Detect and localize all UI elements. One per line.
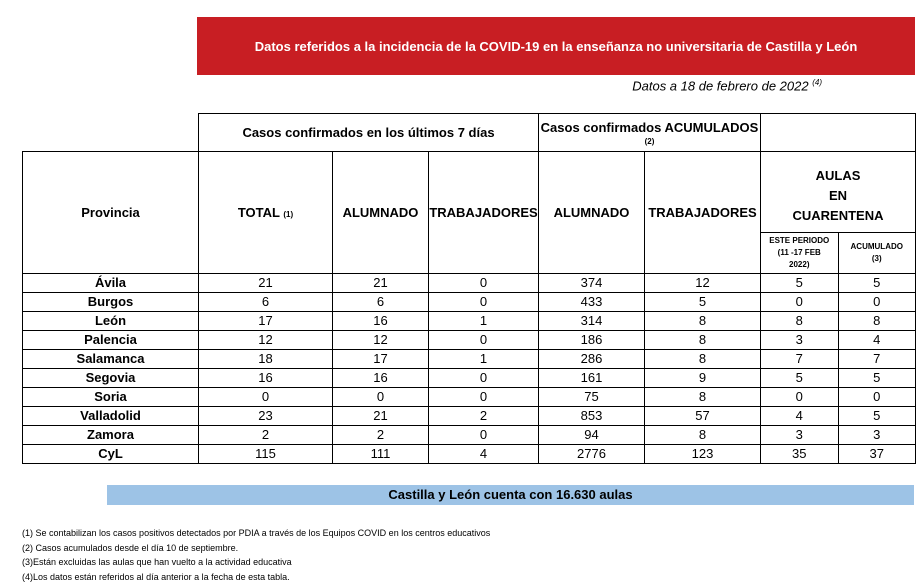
cell-provincia: León [23,312,199,331]
cell-aulas-acum: 5 [873,370,881,385]
col-trabajadores-acc: TRABAJADORES [645,152,761,274]
covid-table [22,113,916,464]
cell-trabajadores-7: 1 [429,350,539,369]
cell-aulas [761,426,916,445]
cell-trabajadores-acc: 5 [645,293,761,312]
cell-aulas-periodo: 5 [761,369,838,387]
cell-trabajadores-acc: 9 [645,369,761,388]
table-row [23,407,916,426]
cell-alumnado-acc: 94 [539,426,645,445]
aulas-title [761,166,915,226]
header-last7-label: Casos confirmados en los últimos 7 días [242,125,495,140]
cell-alumnado-acc: 433 [539,293,645,312]
cell-total: 12 [199,331,333,350]
cell-alumnado-7: 0 [333,388,429,407]
cell-alumnado-acc: 314 [539,312,645,331]
acumulado-line1: ACUMULADO [850,242,903,251]
cell-aulas-periodo: 0 [761,388,838,406]
cell-alumnado-7: 2 [333,426,429,445]
table-row [23,445,916,464]
cell-total: 0 [199,388,333,407]
periodo-line2: (11 -17 FEB [777,248,821,257]
aulas-subheader-table [761,233,915,273]
date-text: Datos a 18 de febrero de 2022 [632,78,809,94]
periodo-line3: 2022) [789,260,810,269]
aulas-subheader [761,232,915,273]
table-row [23,312,916,331]
cell-aulas [761,388,916,407]
cell-alumnado-7: 12 [333,331,429,350]
col-total-label: TOTAL [237,205,280,220]
header-row-groups [23,114,916,152]
cell-trabajadores-acc: 57 [645,407,761,426]
cell-aulas-periodo: 35 [761,445,838,463]
cell-aulas [761,293,916,312]
cell-alumnado-acc: 161 [539,369,645,388]
acumulado-line2: (3) [871,254,882,263]
col-aulas-acumulado [838,233,915,273]
col-alumnado-acc: ALUMNADO [539,152,645,274]
cell-aulas-periodo: 3 [761,331,838,349]
cell-total: 23 [199,407,333,426]
cell-trabajadores-7: 0 [429,274,539,293]
cell-provincia: Valladolid [23,407,199,426]
aulas-line3: CUARENTENA [792,208,884,223]
table-row [23,369,916,388]
footnote: (3)Están excluidas las aulas que han vuelto a la actividad educativa [22,557,292,567]
cell-alumnado-7: 21 [333,274,429,293]
cell-aulas-acum: 37 [869,446,884,461]
aulas-line1: AULAS [815,168,861,183]
cell-trabajadores-acc: 8 [645,312,761,331]
cell-total: 17 [199,312,333,331]
cell-provincia: Salamanca [23,350,199,369]
cell-alumnado-acc: 853 [539,407,645,426]
cell-trabajadores-7: 4 [429,445,539,464]
cell-alumnado-acc: 2776 [539,445,645,464]
cell-alumnado-acc: 75 [539,388,645,407]
cell-total: 16 [199,369,333,388]
header-accum [539,114,761,152]
col-alumnado-7: ALUMNADO [333,152,429,274]
cell-alumnado-7: 111 [333,445,429,464]
cell-aulas-acum: 0 [873,389,881,404]
cell-provincia: Ávila [23,274,199,293]
cell-aulas-acum: 5 [873,408,881,423]
col-aulas [761,152,916,274]
cell-alumnado-acc: 186 [539,331,645,350]
cell-provincia: CyL [23,445,199,464]
cell-trabajadores-7: 0 [429,426,539,445]
cell-trabajadores-7: 0 [429,369,539,388]
table-row [23,350,916,369]
banner-title: Datos referidos a la incidencia de la COVID-19 en la enseñanza no universitaria de Castilla y León [254,38,858,54]
cell-total: 21 [199,274,333,293]
col-total-ref: (1) [283,210,294,219]
date-ref: (4) [812,78,822,87]
cell-trabajadores-7: 0 [429,331,539,350]
cell-trabajadores-acc: 8 [645,388,761,407]
header-row-columns [23,152,916,274]
cell-aulas-acum: 8 [873,313,881,328]
summary-text: Castilla y León cuenta con 16.630 aulas [388,487,633,502]
cell-total: 6 [199,293,333,312]
aulas-line2: EN [828,188,848,203]
cell-aulas [761,407,916,426]
cell-alumnado-7: 17 [333,350,429,369]
table-row [23,274,916,293]
cell-alumnado-7: 16 [333,312,429,331]
header-aulas-blank [761,114,916,152]
table-row [23,426,916,445]
header-last7 [199,114,539,152]
cell-alumnado-7: 16 [333,369,429,388]
title-banner [197,17,915,75]
cell-trabajadores-acc: 8 [645,426,761,445]
col-provincia: Provincia [23,152,199,274]
cell-total: 18 [199,350,333,369]
cell-trabajadores-acc: 12 [645,274,761,293]
cell-alumnado-acc: 374 [539,274,645,293]
header-blank [23,114,199,152]
cell-alumnado-7: 21 [333,407,429,426]
table-row [23,331,916,350]
cell-aulas-periodo: 8 [761,312,838,330]
footnote: (4)Los datos están referidos al día anterior a la fecha de esta tabla. [22,571,290,582]
cell-trabajadores-7: 2 [429,407,539,426]
cell-provincia: Soria [23,388,199,407]
cell-trabajadores-acc: 8 [645,331,761,350]
cell-aulas [761,350,916,369]
col-trabajadores-7: TRABAJADORES [429,152,539,274]
footnote: (1) Se contabilizan los casos positivos detectados por PDIA a través de los Equipos COVID en los centros educativos [22,528,491,538]
cell-aulas-acum: 3 [873,427,881,442]
col-total [199,152,333,274]
cell-provincia: Burgos [23,293,199,312]
summary-bar [107,485,914,505]
cell-aulas [761,274,916,293]
table-row [23,293,916,312]
cell-alumnado-7: 6 [333,293,429,312]
cell-aulas-acum: 5 [873,275,881,290]
header-accum-ref: (2) [644,136,655,146]
cell-trabajadores-7: 1 [429,312,539,331]
cell-aulas-periodo: 4 [761,407,838,425]
cell-aulas [761,331,916,350]
cell-aulas-acum: 7 [873,351,881,366]
cell-provincia: Zamora [23,426,199,445]
cell-trabajadores-acc: 8 [645,350,761,369]
cell-provincia: Palencia [23,331,199,350]
cell-aulas-periodo: 0 [761,293,838,311]
cell-total: 115 [199,445,333,464]
table-body [23,274,916,464]
cell-alumnado-acc: 286 [539,350,645,369]
cell-aulas [761,369,916,388]
cell-aulas-periodo: 7 [761,350,838,368]
cell-provincia: Segovia [23,369,199,388]
cell-aulas [761,445,916,464]
cell-aulas-periodo: 5 [761,274,838,292]
cell-aulas-periodo: 3 [761,426,838,444]
cell-total: 2 [199,426,333,445]
periodo-line1: ESTE PERIODO [769,236,830,245]
cell-aulas-acum: 4 [873,332,881,347]
cell-aulas [761,312,916,331]
table-row [23,388,916,407]
header-accum-label: Casos confirmados ACUMULADOS [540,119,759,135]
date-line [560,78,822,93]
cell-trabajadores-7: 0 [429,388,539,407]
col-aulas-periodo [761,233,838,273]
cell-trabajadores-acc: 123 [645,445,761,464]
cell-trabajadores-7: 0 [429,293,539,312]
footnote: (2) Casos acumulados desde el día 10 de septiembre. [22,542,239,553]
footnotes [22,526,490,584]
cell-aulas-acum: 0 [873,294,881,309]
